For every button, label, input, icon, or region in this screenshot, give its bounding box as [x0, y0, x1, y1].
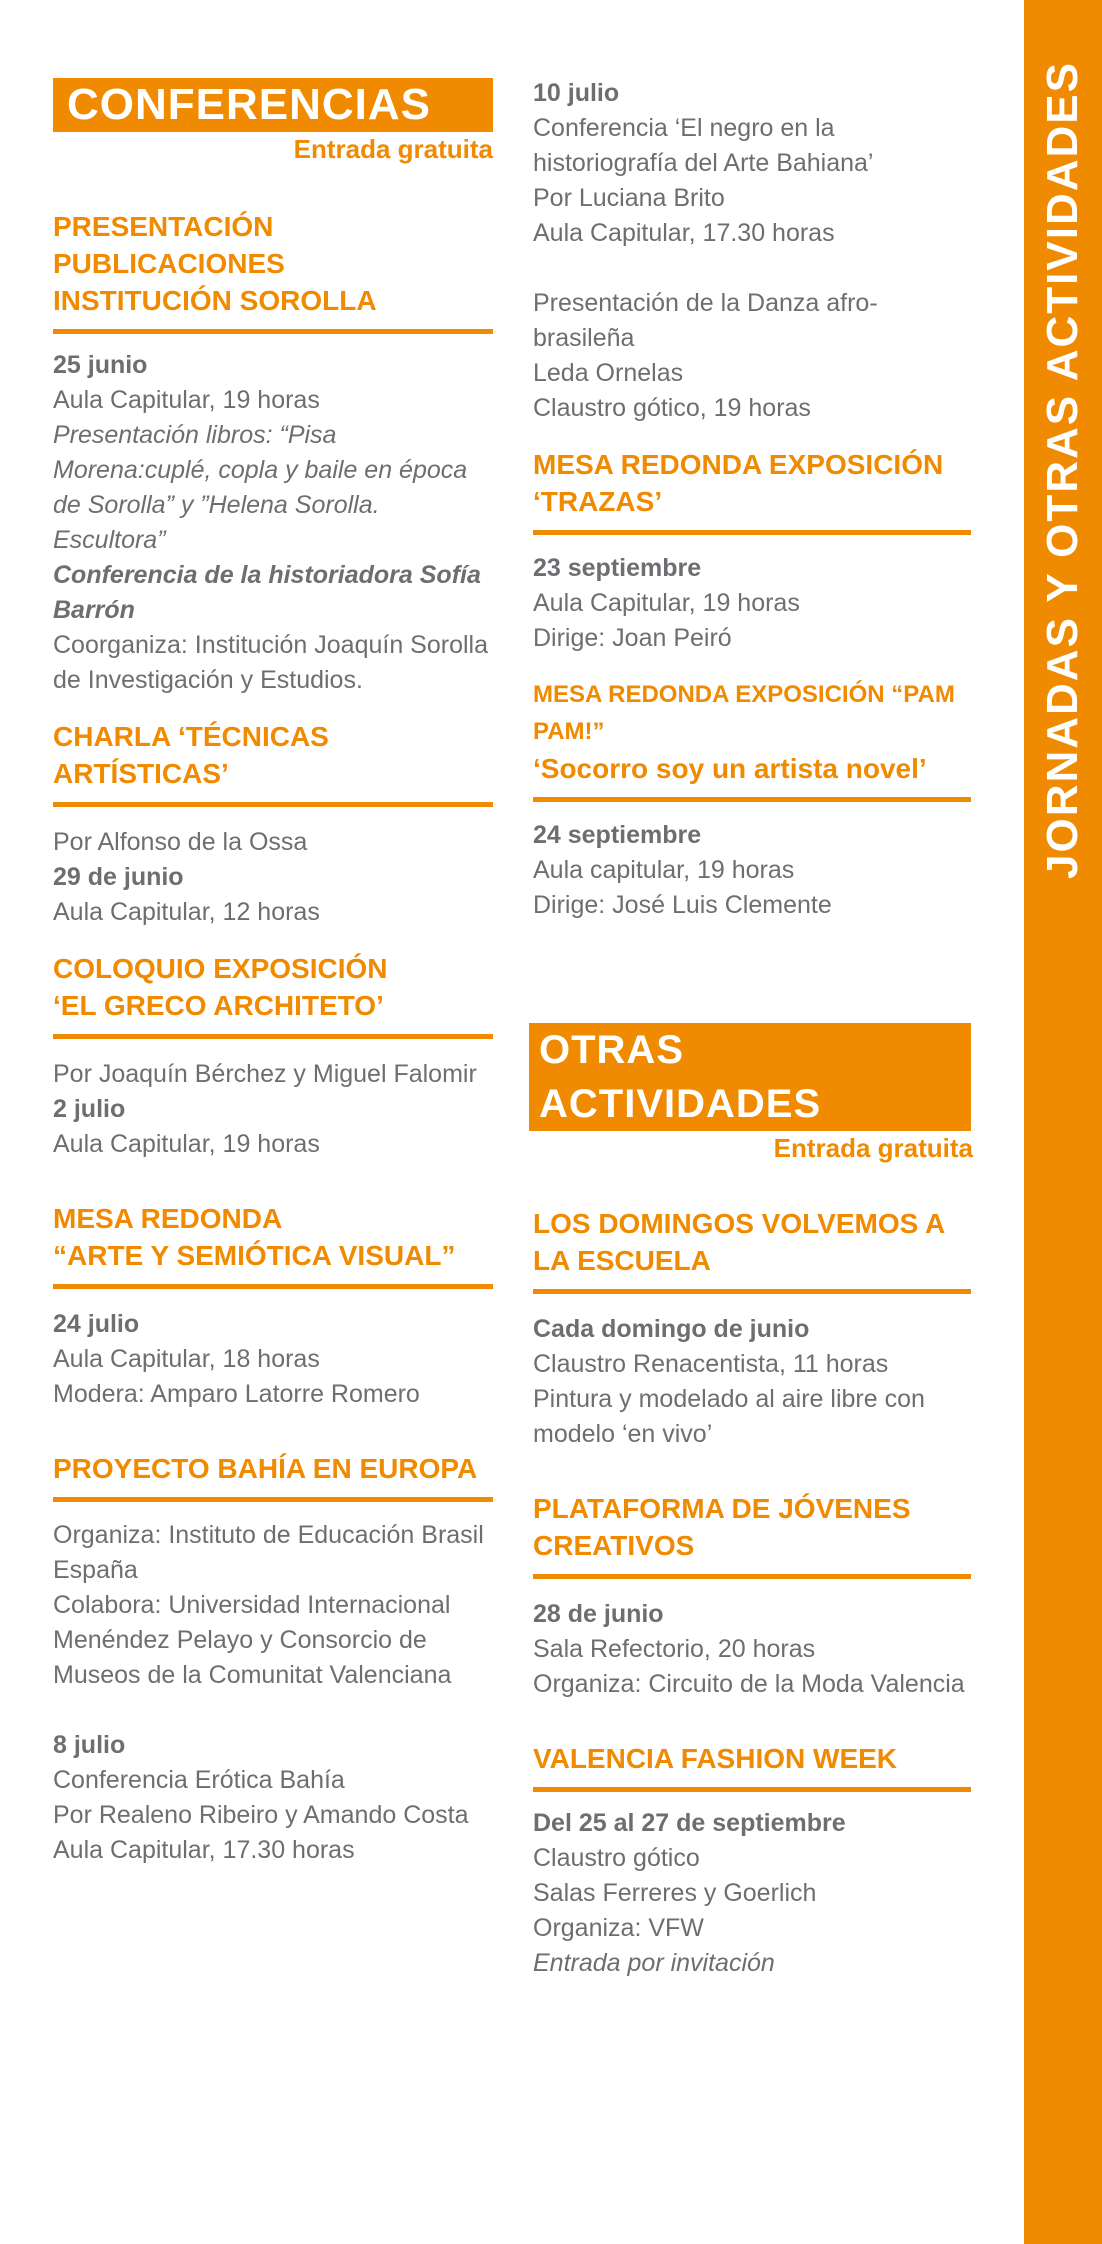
event-location: Aula Capitular, 19 horas — [53, 1130, 320, 1158]
section-body-trazas — [533, 535, 973, 656]
title-line: ‘TRAZAS’ — [533, 486, 663, 517]
title-line: PRESENTACIÓN PUBLICACIONES — [53, 211, 285, 279]
section-title-charla — [53, 718, 493, 807]
event-collaborator: Colabora: Universidad Internacional Menéndez Pelayo y Consorcio de Museos de la Comunitat Valenciana — [53, 1591, 452, 1689]
continuation-block — [533, 76, 973, 426]
section-body-publicaciones — [53, 334, 493, 698]
section-title-fashion-week — [533, 1740, 971, 1792]
event-description: Pintura y modelado al aire libre con modelo ‘en vivo’ — [533, 1385, 925, 1448]
title-line: CREATIVOS — [533, 1530, 695, 1561]
event-date: 2 julio — [53, 1095, 126, 1123]
title-line: ARTÍSTICAS’ — [53, 758, 229, 789]
title-line: MESA REDONDA — [53, 1203, 283, 1234]
section-body-plataforma — [533, 1579, 973, 1702]
event-director: Dirige: José Luis Clemente — [533, 891, 832, 919]
event-title: Presentación de la Danza afro-brasileña — [533, 289, 878, 352]
event-organizer: Coorganiza: Institución Joaquín Sorolla de Investigación y Estudios. — [53, 631, 488, 694]
section-body-charla — [53, 807, 493, 930]
section-body-mesa-redonda-semiotica — [53, 1289, 493, 1412]
event-location: Claustro gótico — [533, 1844, 700, 1872]
event-organizer: Organiza: VFW — [533, 1914, 704, 1942]
event-location: Aula Capitular, 17.30 horas — [533, 219, 835, 247]
conferencias-free-entry: Entrada gratuita — [293, 134, 493, 164]
title-line: ‘Socorro soy un artista novel’ — [533, 753, 927, 784]
section-title-coloquio — [53, 950, 493, 1039]
conferencias-banner: CONFERENCIAS — [53, 78, 493, 132]
section-title-proyecto-bahia — [53, 1450, 493, 1502]
event-moderator: Modera: Amparo Latorre Romero — [53, 1380, 420, 1408]
event-location: Aula Capitular, 17.30 horas — [53, 1836, 355, 1864]
title-line: VALENCIA FASHION WEEK — [533, 1743, 898, 1774]
event-speaker: Por Alfonso de la Ossa — [53, 828, 308, 856]
event-date: 10 julio — [533, 79, 620, 107]
right-column — [533, 76, 973, 1981]
event-description: Presentación libros: “Pisa Morena:cuplé, copla y baile en época de Sorolla” y ”Helena Sorolla. Escultora” — [53, 421, 468, 554]
event-location: Aula Capitular, 12 horas — [53, 898, 320, 926]
title-line: MESA REDONDA EXPOSICIÓN — [533, 449, 944, 480]
title-line: LA ESCUELA — [533, 1245, 711, 1276]
title-line: INSTITUCIÓN SOROLLA — [53, 285, 377, 316]
event-title: Conferencia ‘El negro en la historiografía del Arte Bahiana’ — [533, 114, 874, 177]
title-line: ‘EL GRECO ARCHITETO’ — [53, 990, 384, 1021]
event-date: 24 septiembre — [533, 821, 702, 849]
section-body-coloquio — [53, 1039, 493, 1162]
event-organizer: Organiza: Instituto de Educación Brasil España — [53, 1521, 484, 1584]
section-body-pampam — [533, 802, 973, 923]
title-line: LOS DOMINGOS VOLVEMOS A — [533, 1208, 946, 1239]
event-date: Del 25 al 27 de septiembre — [533, 1809, 846, 1837]
event-date: 8 julio — [53, 1731, 126, 1759]
event-date: 24 julio — [53, 1310, 140, 1338]
vertical-title: JORNADAS Y OTRAS ACTIVIDADES — [1038, 61, 1087, 879]
left-column — [53, 78, 493, 1868]
event-speaker: Por Luciana Brito — [533, 184, 725, 212]
event-date: 28 de junio — [533, 1600, 664, 1628]
event-access-note: Entrada por invitación — [533, 1949, 775, 1977]
title-line: MESA REDONDA EXPOSICIÓN “PAM PAM!” — [533, 681, 955, 745]
event-location: Aula Capitular, 19 horas — [533, 589, 800, 617]
section-title-plataforma — [533, 1490, 971, 1579]
event-date: 23 septiembre — [533, 554, 702, 582]
event-performer: Leda Ornelas — [533, 359, 684, 387]
event-title: Conferencia Erótica Bahía — [53, 1766, 345, 1794]
section-title-publicaciones — [53, 208, 493, 334]
section-title-mesa-redonda-semiotica — [53, 1200, 493, 1289]
event-director: Dirige: Joan Peiró — [533, 624, 732, 652]
event-date: 25 junio — [53, 351, 148, 379]
event-speaker: Conferencia de la historiadora Sofía Barrón — [53, 561, 481, 624]
event-location: Claustro Renacentista, 11 horas — [533, 1350, 889, 1378]
section-body-domingos — [533, 1294, 973, 1452]
event-location: Aula Capitular, 18 horas — [53, 1345, 320, 1373]
event-location: Aula capitular, 19 horas — [533, 856, 795, 884]
event-location: Claustro gótico, 19 horas — [533, 394, 811, 422]
event-speaker: Por Realeno Ribeiro y Amando Costa — [53, 1801, 469, 1829]
event-location: Sala Refectorio, 20 horas — [533, 1635, 816, 1663]
section-title-trazas — [533, 446, 971, 535]
event-date: 29 de junio — [53, 863, 184, 891]
section-body-fashion-week — [533, 1792, 973, 1981]
otras-actividades-banner: OTRAS ACTIVIDADES — [529, 1023, 971, 1131]
event-date: Cada domingo de junio — [533, 1315, 810, 1343]
title-line: COLOQUIO EXPOSICIÓN — [53, 953, 388, 984]
section-title-pampam — [533, 676, 971, 802]
event-speaker: Por Joaquín Bérchez y Miguel Falomir — [53, 1060, 477, 1088]
title-line: CHARLA ‘TÉCNICAS — [53, 721, 329, 752]
title-line: PROYECTO BAHÍA EN EUROPA — [53, 1453, 478, 1484]
section-title-domingos — [533, 1205, 971, 1294]
event-location: Aula Capitular, 19 horas — [53, 386, 320, 414]
otras-free-entry: Entrada gratuita — [773, 1133, 973, 1163]
title-line: “ARTE Y SEMIÓTICA VISUAL” — [53, 1240, 456, 1271]
event-organizer: Organiza: Circuito de la Moda Valencia — [533, 1670, 965, 1698]
event-rooms: Salas Ferreres y Goerlich — [533, 1879, 817, 1907]
section-body-proyecto-bahia — [53, 1502, 493, 1868]
title-line: PLATAFORMA DE JÓVENES — [533, 1493, 911, 1524]
